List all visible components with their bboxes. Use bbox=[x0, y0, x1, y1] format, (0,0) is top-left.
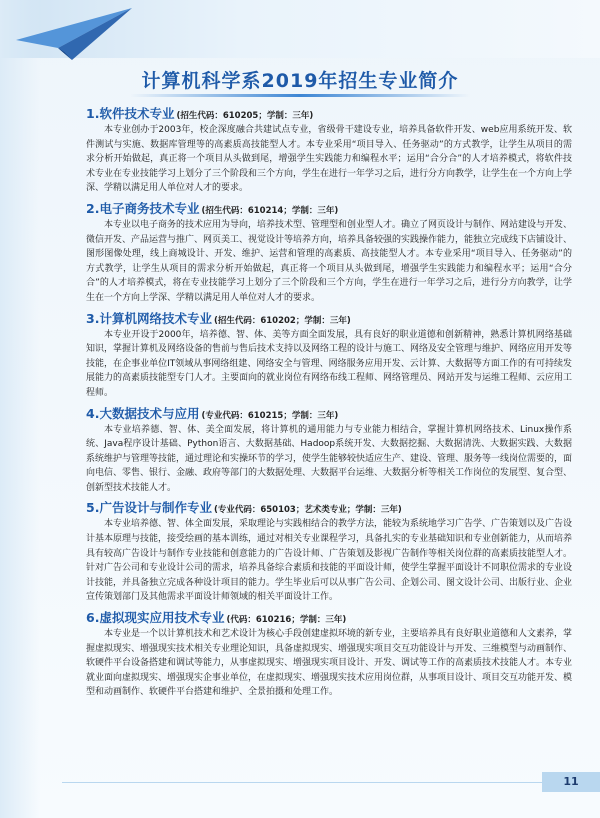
major-section-software bbox=[86, 104, 572, 196]
left-decoration bbox=[0, 0, 40, 818]
section-heading bbox=[86, 199, 572, 217]
section-title: 3.计算机网络技术专业 bbox=[86, 310, 212, 326]
section-title: 4.大数据技术与应用 bbox=[86, 405, 200, 421]
major-section-advertising bbox=[86, 498, 572, 605]
major-list bbox=[86, 104, 572, 703]
section-title: 6.虚拟现实应用技术专业 bbox=[86, 610, 225, 626]
major-section-ecommerce bbox=[86, 199, 572, 306]
section-body: 本专业创办于2003年，校企深度融合共建试点专业，省级骨干建设专业，培养具备软件开发、web应用系统开发、软件测试与实施、数据库管理等的高素质高技能型人才。本专业采用“项目导入、任务驱动”的方式教学，让学生从项目的需求分析开始做起，真正将一个项目从头做到尾，增强学生实践能力和编程水平；运用“合分合”的人才培养模式，将软件技术专业在专业技能学习上划分了三个阶段和三个方向，学生在进行一年学习之后，进行分方向教学，让学生在一个方向上学深、学精以满足用人单位对人才的要求。 bbox=[86, 125, 573, 194]
major-section-network bbox=[86, 309, 572, 401]
footer-rule bbox=[62, 782, 542, 783]
section-body: 本专业培养德、智、体、美全面发展，将计算机的通用能力与专业能力相结合，掌握计算机网络技术、Linux操作系统、Java程序设计基础、Python语言、大数据基础、Hadoop系统开发、大数据挖掘、大数据清洗、大数据实践、大数据系统维护与管理等技能，通过理论和实操环节的学习，使学生能够较快适应生产、建设、管理、服务等一线岗位需要的，面向电信、零售、银行、金融、政府等部门的大数据处理、大数据平台运维、大数据分析等相关工作岗位的发展型、复合型、创新型技术技能人才。 bbox=[86, 424, 573, 493]
section-heading bbox=[86, 104, 572, 122]
section-meta: (招生代码：610205；学制：三年) bbox=[176, 111, 314, 121]
section-heading bbox=[86, 608, 572, 626]
section-body: 本专业是一个以计算机技术和艺术设计为核心手段创建虚拟环境的新专业，主要培养具有良好职业道德和人文素养，掌握虚拟现实、增强现实技术相关专业理论知识，具备虚拟现实、增强现实项目交互功能设计与开发、三维模型与动画制作、软硬件平台设备搭建和调试等能力，从事虚拟现实、增强现实项目设计、开发、调试等工作的高素质技术技能人才。本专业就业面向虚拟现实、增强现实企事业单位，在虚拟现实、增强现实技术应用岗位群，从事项目设计、项目交互功能开发、模型和动画制作、软硬件平台搭建和维护、全景拍摄和处理工作。 bbox=[86, 629, 573, 698]
section-title: 1.软件技术专业 bbox=[86, 106, 175, 121]
section-meta: (专业代码：610215；学制：三年) bbox=[201, 410, 339, 421]
section-meta: (招生代码：610202；学制：三年) bbox=[213, 315, 351, 326]
section-body: 本专业以电子商务的技术应用为导向，培养技术型、管理型和创业型人才。确立了网页设计与制作、网站建设与开发、微信开发、产品运营与推广、网页美工、视觉设计等培养方向，培养具备较强的实践操作能力，能独立完成线下店铺设计、图形图像处理，线上商城设计、开发、维护、运营和管理的高素质、高技能型人才。本专业采用“项目导入、任务驱动”的方式教学，让学生从项目的需求分析开始做起，真正将一个项目从头做到尾，增强学生实践能力和编程水平；运用“合分合”的人才培养模式，将在专业技能学习上划分了三个阶段和三个方向，学生在进行一年学习之后，进行分方向教学，让学生在一个方向上学深、学精以满足用人单位对人才的要求。 bbox=[86, 219, 573, 303]
page-number: 11 bbox=[542, 772, 600, 792]
major-section-vr bbox=[86, 608, 572, 700]
section-title: 2.电子商务技术专业 bbox=[86, 200, 200, 216]
section-heading bbox=[86, 309, 572, 327]
section-body: 本专业培养德、智、体全面发展，采取理论与实践相结合的教学方法，能较为系统地学习广告学、广告策划以及广告设计基本原理与技能，接受绘画的基本训练，通过对相关专业课程学习，具备扎实的专业基础知识和专业创新能力，从而培养具有较高广告设计与制作专业技能和创意能力的广告设计师、广告策划及影视广告制作等相关岗位群的高素质技能型人才。针对广告公司和专业设计公司的需求，培养具备综合素质和技能的平面设计师，使学生掌握平面设计不同职位需求的专业设计技能，并具备独立完成各种设计项目的能力。学生毕业后可以从事广告公司、企划公司、图文设计公司、出版行业、企业宣传策划部门及其他需求平面设计师领域的相关平面设计工作。 bbox=[86, 519, 573, 603]
page-title: 计算机科学系2019年招生专业简介 bbox=[141, 70, 459, 92]
section-heading bbox=[86, 404, 572, 422]
section-title: 5.广告设计与制作专业 bbox=[86, 500, 212, 516]
major-section-bigdata bbox=[86, 404, 572, 496]
section-heading bbox=[86, 498, 572, 516]
section-meta: (招生代码：610214；学制：三年) bbox=[201, 205, 339, 216]
section-body: 本专业开设于2000年，培养德、智、体、美等方面全面发展，具有良好的职业道德和创新精神，熟悉计算机网络基础知识，掌握计算机及网络设备的售前与售后技术支持以及网络工程的设计与施工、网络及安全管理与维护、网络应用开发等技能，在企事业单位IT领域从事网络组建、网络安全与管理、网络服务应用开发、云计算、大数据等方面工作的有可持续发展能力的高素质技能型专门人才。主要面向的就业岗位有网络布线工程师、网络管理员、网站开发与运维工程师、云应用工程师。 bbox=[86, 329, 573, 398]
section-meta: (代码：610216；学制：三年) bbox=[226, 615, 347, 626]
title-divider bbox=[130, 94, 470, 97]
paper-plane-icon bbox=[14, 4, 134, 64]
section-meta: (专业代码：650103；艺术类专业；学制：三年) bbox=[213, 505, 402, 516]
